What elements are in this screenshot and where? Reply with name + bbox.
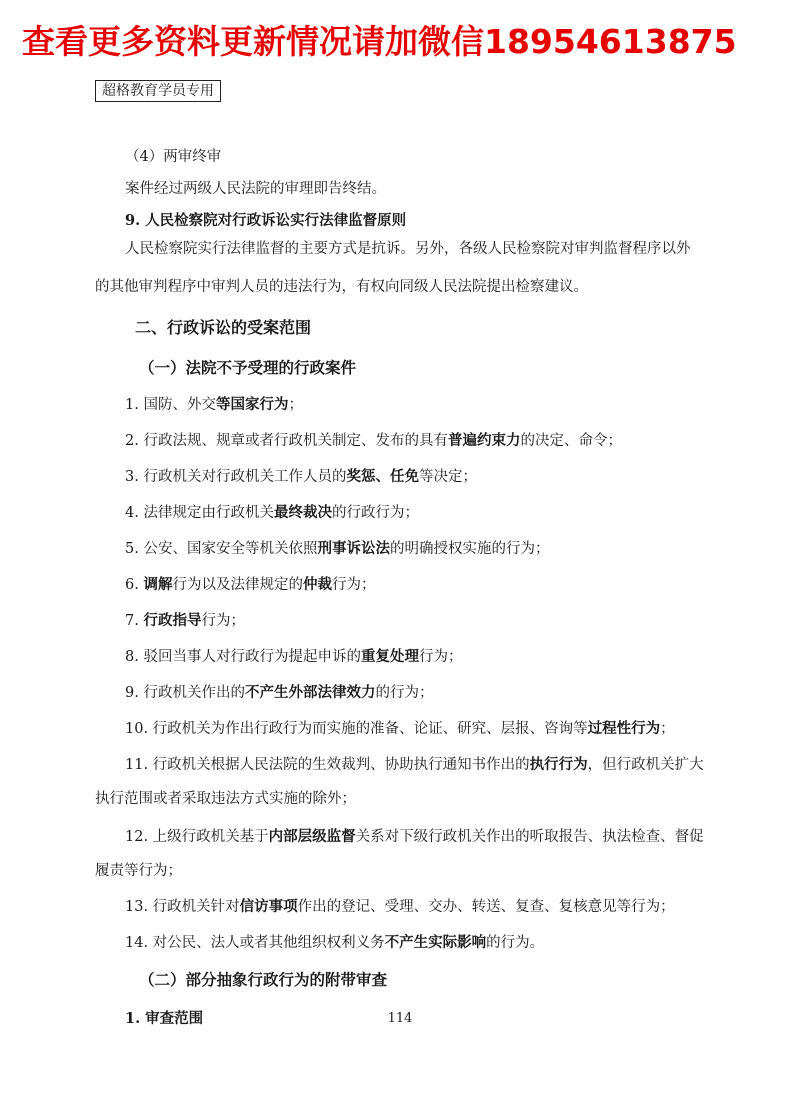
list-item: 11. 行政机关根据人民法院的生效裁判、协助执行通知书作出的执行行为，但行政机关扩大 xyxy=(125,756,704,773)
list-item: 10. 行政机关为作出行政行为而实施的准备、论证、研究、层报、咨询等过程性行为； xyxy=(125,720,675,737)
principle-heading: 9. 人民检察院对行政诉讼实行法律监督原则 xyxy=(125,212,407,229)
paragraph: 人民检察院实行法律监督的主要方式是抗诉。另外，各级人民检察院对审判监督程序以外 xyxy=(125,241,691,257)
paragraph: 案件经过两级人民法院的审理即告终结。 xyxy=(125,181,386,197)
section-heading: 二、行政诉讼的受案范围 xyxy=(135,318,312,337)
scope-heading: 1. 审查范围 xyxy=(125,1010,204,1027)
list-item: 9. 行政机关作出的不产生外部法律效力的行为； xyxy=(125,684,434,701)
list-item: 5. 公安、国家安全等机关依照刑事诉讼法的明确授权实施的行为； xyxy=(125,540,550,557)
subsection-heading: （一）法院不予受理的行政案件 xyxy=(139,358,357,377)
document-body xyxy=(95,144,710,1032)
header-tag: 超格教育学员专用 xyxy=(95,80,221,102)
list-item: 14. 对公民、法人或者其他组织权利义务不产生实际影响的行为。 xyxy=(125,934,545,951)
watermark-banner: 查看更多资料更新情况请加微信18954613875 xyxy=(22,22,737,61)
paragraph: 的其他审判程序中审判人员的违法行为，有权向同级人民法院提出检察建议。 xyxy=(95,279,588,295)
page-number: 114 xyxy=(387,1011,413,1026)
list-item: 12. 上级行政机关基于内部层级监督关系对下级行政机关作出的听取报告、执法检查、督促 xyxy=(125,828,704,845)
paragraph: （4）两审终审 xyxy=(125,149,222,165)
list-item: 8. 驳回当事人对行政行为提起申诉的重复处理行为； xyxy=(125,648,463,665)
list-item: 4. 法律规定由行政机关最终裁决的行政行为； xyxy=(125,504,419,521)
list-item: 1. 国防、外交等国家行为； xyxy=(125,396,303,413)
list-item: 3. 行政机关对行政机关工作人员的奖惩、任免等决定； xyxy=(125,468,477,485)
list-item: 2. 行政法规、规章或者行政机关制定、发布的具有普遍约束力的决定、命令； xyxy=(125,432,622,449)
list-item-continuation: 执行范围或者采取违法方式实施的除外； xyxy=(95,791,356,807)
list-item: 7. 行政指导行为； xyxy=(125,612,245,629)
list-item: 13. 行政机关针对信访事项作出的登记、受理、交办、转送、复查、复核意见等行为； xyxy=(125,898,675,915)
subsection-heading: （二）部分抽象行政行为的附带审查 xyxy=(139,970,388,989)
list-item: 6. 调解行为以及法律规定的仲裁行为； xyxy=(125,576,376,593)
list-item-continuation: 履责等行为； xyxy=(95,863,182,879)
